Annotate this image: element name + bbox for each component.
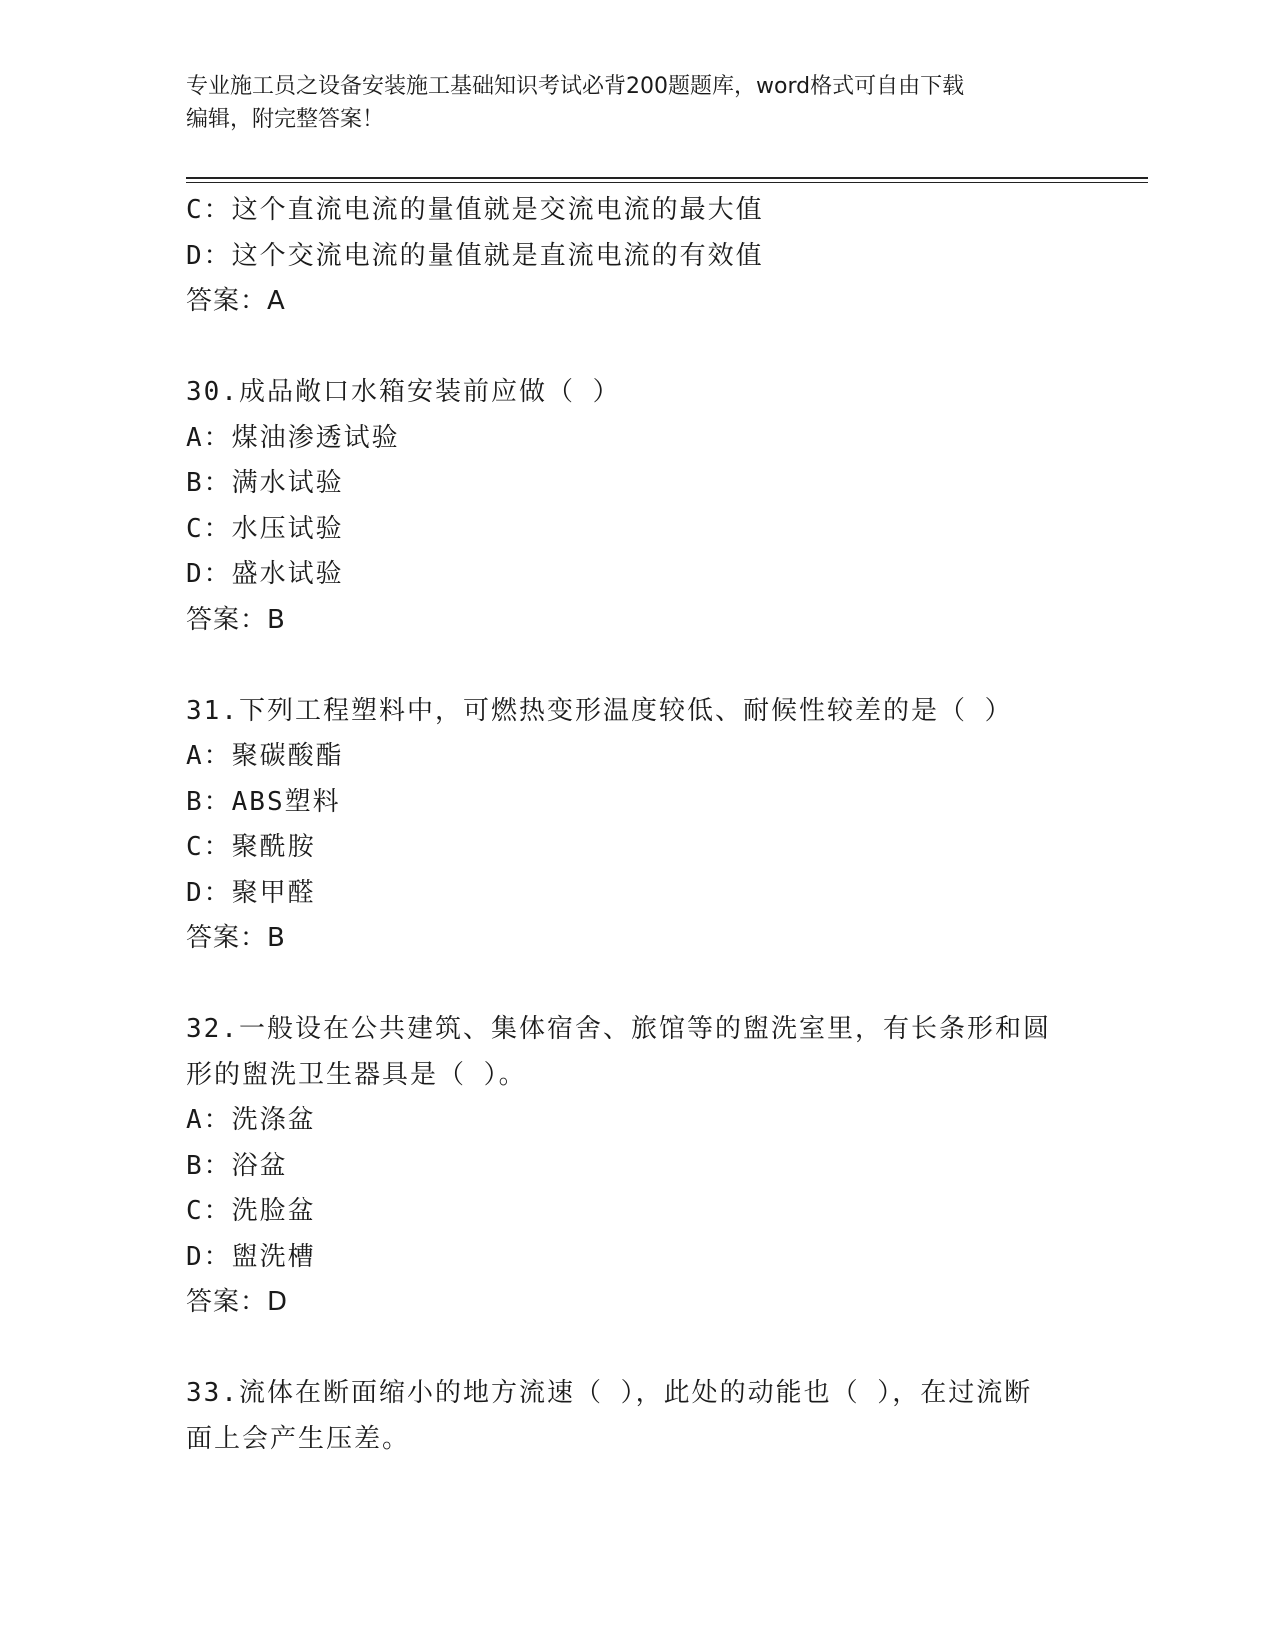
option-a: A：洗涤盆 [186, 1105, 316, 1135]
prev-option-c: C：这个直流电流的量值就是交流电流的最大值 [186, 195, 764, 225]
header-divider-thin [186, 182, 1148, 183]
question-31 [186, 689, 1086, 962]
answer: 答案：B [186, 604, 286, 635]
question-33 [186, 1371, 1086, 1462]
option-b: B：满水试验 [186, 468, 344, 498]
header-title-line-2: 编辑，附完整答案！ [186, 107, 385, 132]
header-title-line-1: 专业施工员之设备安装施工基础知识考试必背200题题库，word格式可自由下载 [186, 74, 965, 99]
prev-answer: 答案：A [186, 286, 286, 316]
option-d: D：聚甲醛 [186, 877, 316, 908]
question-stem: 31.下列工程塑料中，可燃热变形温度较低、耐候性较差的是（ ） [186, 695, 1013, 726]
option-a: A：煤油渗透试验 [186, 422, 400, 453]
option-d: D：盛水试验 [186, 559, 344, 589]
option-c: C：聚酰胺 [186, 832, 316, 862]
spacer [186, 1326, 1086, 1372]
answer: 答案：B [186, 923, 286, 953]
option-a: A：聚碳酸酯 [186, 741, 344, 771]
question-stem-line-2: 面上会产生压差。 [186, 1423, 411, 1454]
option-c: C：水压试验 [186, 513, 344, 544]
question-stem-line-2: 形的盥洗卫生器具是（ ）。 [186, 1059, 527, 1090]
option-b: B：浴盆 [186, 1150, 288, 1181]
answer: 答案：D [186, 1287, 289, 1317]
question-stem-line-1: 33.流体在断面缩小的地方流速（ ），此处的动能也（ ），在过流断 [186, 1378, 1033, 1408]
spacer [186, 962, 1086, 1008]
question-list [186, 188, 1086, 1462]
spacer [186, 325, 1086, 371]
document-header [186, 70, 1086, 136]
option-d: D：盥洗槽 [186, 1241, 316, 1272]
question-stem-line-1: 32.一般设在公共建筑、集体宿舍、旅馆等的盥洗室里，有长条形和圆 [186, 1014, 1051, 1044]
question-30 [186, 370, 1086, 643]
option-c: C：洗脸盆 [186, 1196, 316, 1226]
option-b: B：ABS塑料 [186, 786, 341, 817]
prev-option-d: D：这个交流电流的量值就是直流电流的有效值 [186, 240, 764, 271]
question-stem: 30.成品敞口水箱安装前应做（ ） [186, 377, 621, 407]
question-32 [186, 1007, 1086, 1326]
header-divider-thick [186, 177, 1148, 179]
spacer [186, 643, 1086, 689]
